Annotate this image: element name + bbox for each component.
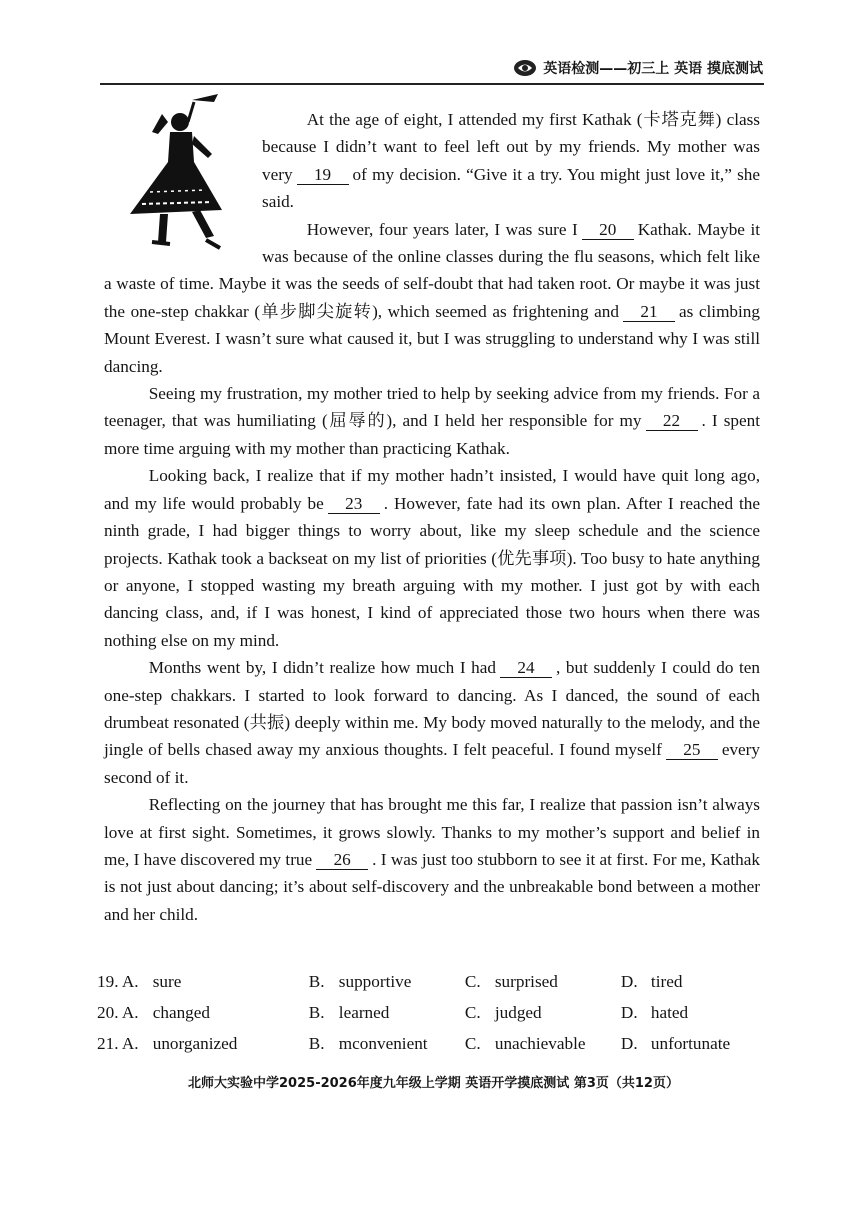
blank-21: 21 bbox=[623, 302, 675, 322]
paragraph-2: However, four years later, I was sure I 20 Kathak. Maybe it was because of the online classes during the flu seasons, which felt like a waste of time. Maybe it was the seeds of self-doubt that had taken root. Or maybe it was just the one-step chakkar (单步脚尖旋转), which seemed as frightening and 21 as climbing Mount Everest. I wasn’t sure what caused it, but I was struggling to understand why I was still dancing. bbox=[104, 219, 760, 376]
paragraph-1: At the age of eight, I attended my first Kathak (卡塔克舞) class because I didn’t want to feel left out by my friends. My mother was very 19 of my decision. “Give it a try. You might just love it,” she said. bbox=[262, 110, 760, 212]
blank-23: 23 bbox=[328, 494, 380, 514]
page-footer: 北师大实验中学2025-2026年度九年级上学期 英语开学摸底测试 第3页（共12页） bbox=[188, 1076, 679, 1091]
page-header bbox=[513, 58, 763, 78]
question-20-options: 20. A. changed B. learned C. judged D. hated bbox=[97, 1002, 689, 1022]
option-c-label: surprised bbox=[494, 971, 558, 991]
paragraph-6: Reflecting on the journey that has brought me this far, I realize that passion isn’t always love at first sight. Sometimes, it grows slowly. Thanks to my mother’s support and belief in me, I have discovered my true 26 . I was just too stubborn to see it at first. For me, Kathak is not just about dancing; it’s about self-discovery and the unbreakable bond between a mother and her child. bbox=[104, 795, 760, 924]
question-number: 21. A. bbox=[97, 1033, 139, 1053]
paragraph-4: Looking back, I realize that if my mother hadn’t insisted, I would have quit long ago, and my life would probably be 23 . However, fate had its own plan. After I reached the ninth grade, I had bigger things to worry about, like my sleep schedule and the science projects. Kathak took a backseat on my list of priorities (优先事项). Too busy to hate anything or anyone, I stopped wasting my breath arguing with my mother. I just got by with each dancing class, and, if I was honest, I kind of appreciated those two hours when there was nothing else on my mind. bbox=[104, 466, 760, 650]
question-number: 19. A. bbox=[97, 971, 139, 991]
option-c-label: unachievable bbox=[494, 1033, 586, 1053]
paragraph-5: Months went by, I didn’t realize how much I had 24 , but suddenly I could do ten one-step chakkars. I started to look forward to dancing. As I danced, the sound of each drumbeat resonated (共振) deeply within me. My body moved naturally to the melody, and the jingle of bells chased away my anxious thoughts. I felt peaceful. I found myself 25 every second of it. bbox=[104, 658, 761, 787]
cloze-passage bbox=[104, 106, 760, 928]
option-d-label: unfortunate bbox=[650, 1033, 731, 1053]
blank-22: 22 bbox=[646, 411, 698, 431]
option-d-label: hated bbox=[650, 1002, 689, 1022]
question-21-options: 21. A. unorganized B. mconvenient C. unachievable D. unfortunate bbox=[97, 1033, 731, 1053]
option-a-label: changed bbox=[152, 1002, 210, 1022]
option-b-label: supportive bbox=[338, 971, 412, 991]
header-title: 英语检测——初三上 英语 摸底测试 bbox=[543, 61, 763, 77]
blank-24: 24 bbox=[500, 658, 552, 678]
question-number: 20. A. bbox=[97, 1002, 139, 1022]
answer-options bbox=[97, 966, 777, 1059]
blank-20: 20 bbox=[582, 220, 634, 240]
option-a-label: unorganized bbox=[152, 1033, 238, 1053]
option-a-label: sure bbox=[152, 971, 182, 991]
question-19-options: 19. A. sure B. supportive C. surprised D. tired bbox=[97, 971, 683, 991]
blank-19: 19 bbox=[297, 165, 349, 185]
publisher-logo-icon bbox=[513, 59, 537, 77]
blank-26: 26 bbox=[316, 850, 368, 870]
option-c-label: judged bbox=[494, 1002, 542, 1022]
blank-25: 25 bbox=[666, 740, 718, 760]
paragraph-3: Seeing my frustration, my mother tried to help by seeking advice from my friends. For a teenager, that was humiliating (屈辱的), and I held her responsible for my 22 . I spent more time arguing with my mother than practicing Kathak. bbox=[104, 384, 760, 458]
header-rule bbox=[100, 83, 764, 85]
option-b-label: mconvenient bbox=[338, 1033, 428, 1053]
option-d-label: tired bbox=[650, 971, 683, 991]
option-b-label: learned bbox=[338, 1002, 390, 1022]
